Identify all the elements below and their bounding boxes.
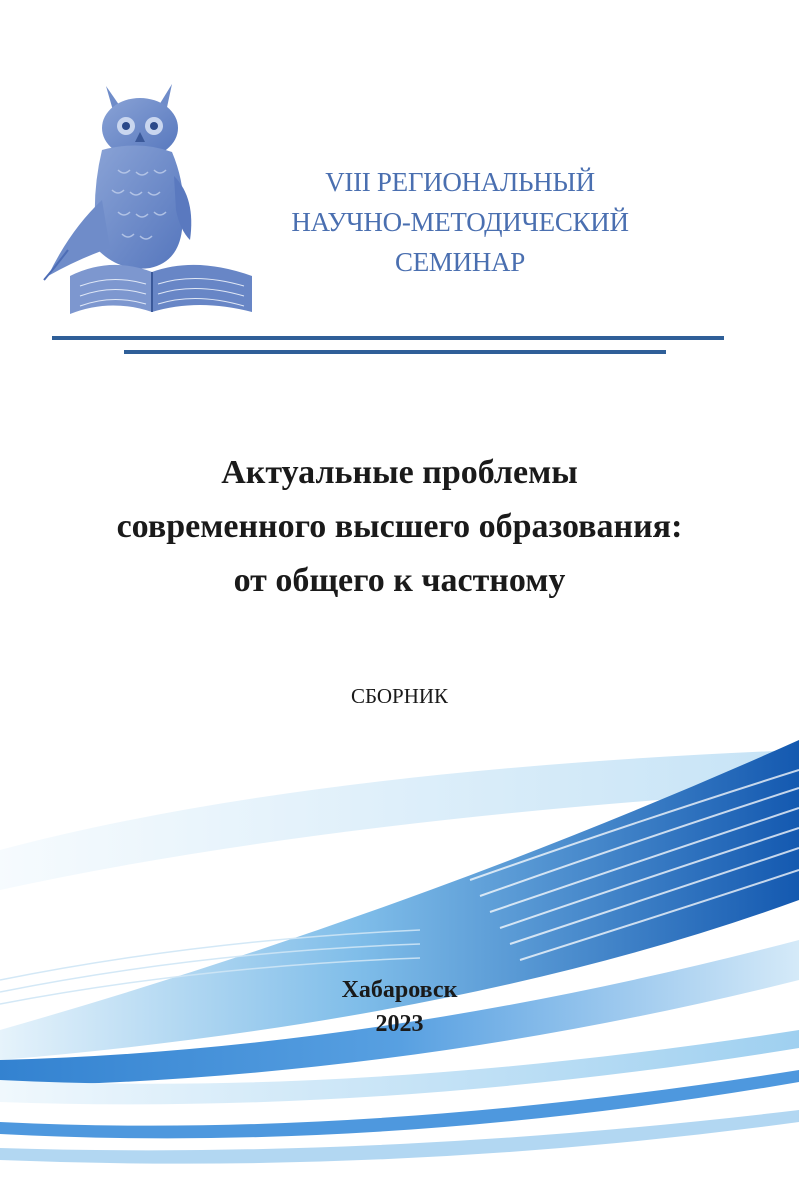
seminar-line-2: НАУЧНО-МЕТОДИЧЕСКИЙ — [291, 207, 629, 237]
divider-bottom — [124, 350, 666, 354]
owl-on-book-icon — [40, 80, 260, 320]
decorative-swoosh — [0, 730, 799, 1182]
imprint-year: 2023 — [375, 1011, 424, 1037]
divider-top — [52, 336, 724, 340]
seminar-line-3: СЕМИНАР — [395, 247, 525, 277]
title-line-2: современного высшего образования: — [116, 508, 683, 545]
imprint-city: Хабаровск — [341, 977, 458, 1003]
title-line-1: Актуальные проблемы — [221, 454, 578, 491]
seminar-heading — [260, 162, 660, 282]
title-line-3: от общего к частному — [233, 562, 566, 599]
book-title — [0, 446, 799, 608]
seminar-line-1: VIII РЕГИОНАЛЬНЫЙ — [325, 167, 595, 197]
collection-label: СБОРНИК — [350, 684, 449, 708]
imprint — [0, 973, 799, 1041]
